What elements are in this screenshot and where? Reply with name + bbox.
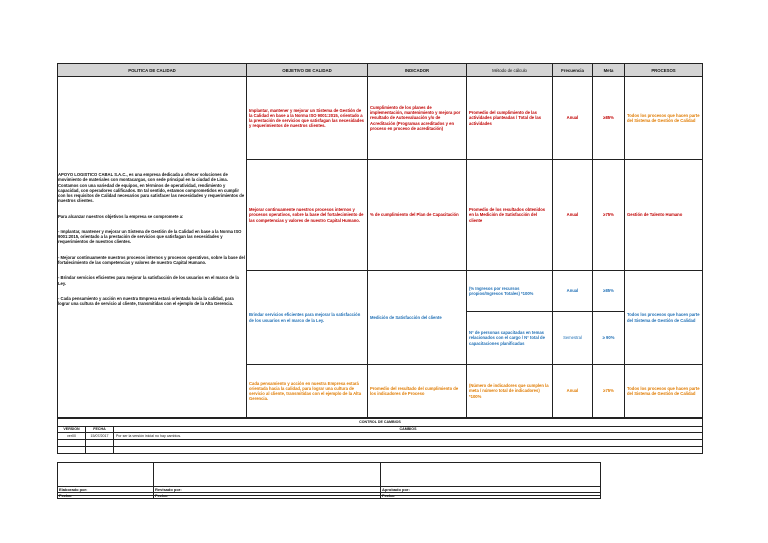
- changes-col-fecha: FECHA: [85, 426, 114, 433]
- changes-version: ver00: [57, 432, 86, 440]
- header-frecuencia: Frecuencia: [552, 63, 593, 77]
- row3-procesos: Todos los procesos que hacen parte del Sistema de Gestión de Calidad: [624, 270, 703, 365]
- signature-revisado-fecha: Fecha:: [153, 492, 381, 499]
- row2-frecuencia: Anual: [552, 159, 593, 271]
- policy-item-1: - Implantar, mantener y mejorar un Sistema de Gestión de la Calidad en base a la Norma ISO 9001:2015, orientado a la prestación de servicios que satisfagan las necesidades y requerimientos de nuestros clientes.: [58, 229, 242, 245]
- policy-item-4: - Cada pensamiento y acción en nuestra Empresa estará orientada hacia la calidad, para lograr una cultura de servicio al cliente, transmitidas con el ejemplo de la Alta Gerencia.: [58, 296, 234, 307]
- changes-cambio: Por ser la versión inicial no hay cambios.: [113, 432, 703, 440]
- changes-col-cambios: CAMBIOS: [113, 426, 703, 433]
- row2-metodo: Promedio de los resultados obtenidos en la Medición de Satisfacción del cliente: [466, 159, 553, 271]
- changes-empty-2a: [57, 446, 86, 454]
- header-meta: Meta: [592, 63, 625, 77]
- header-objetivo: OBJETIVO DE CALIDAD: [246, 63, 368, 77]
- policy-commitment: Para alcanzar nuestros objetivos la empresa se compromete a:: [58, 213, 184, 219]
- signature-elaborado-fecha: Fecha:: [57, 492, 154, 499]
- row3-metodo-a: (% Ingresos por recursos propios/Ingresos Totales) *100%: [466, 270, 553, 312]
- changes-title: CONTROL DE CAMBIOS: [57, 418, 703, 427]
- row3-objetivo: Brindar servicios eficientes para mejorar la satisfacción de los usuarios en el marco de la Ley.: [246, 270, 368, 365]
- changes-empty-2c: [113, 446, 703, 454]
- row3-metodo-b: N° de personas capacitadas en temas relacionados con el cargo / N° total de capacitaciones planificadas: [466, 311, 553, 365]
- row1-procesos: Todos los procesos que hacen parte del Sistema de Gestión de Calidad: [624, 76, 703, 160]
- row4-frecuencia: Anual: [552, 364, 593, 418]
- row1-indicador: Cumplimiento de los planes de implementación, mantenimiento y mejora por resultado de Autoevaluación y/o de Acreditación (Programas acreditados y en proceso en proceso de acreditación): [367, 76, 467, 160]
- row3-meta-a: ≥85%: [592, 270, 625, 312]
- policy-text: [58, 167, 246, 312]
- policy-item-3: - Brindar servicios eficientes para mejorar la satisfacción de los usuarios en el marco de la Ley.: [58, 275, 239, 286]
- row4-metodo: (Número de indicadores que cumplen la meta / número total de indicadores) *100%: [466, 364, 553, 418]
- row3-frecuencia-a: Anual: [552, 270, 593, 312]
- row3-meta-b: ≥ 90%: [592, 311, 625, 365]
- row1-metodo: Promedio del cumplimiento de las actividades planteadas / Total de las actividades: [466, 76, 553, 160]
- signature-aprobado-fecha: Fecha:: [380, 492, 601, 499]
- header-metodo: Método de cálculo: [466, 63, 553, 77]
- row4-procesos: Todos los procesos que hacen parte del Sistema de Gestión de Calidad: [624, 364, 703, 418]
- changes-empty-2b: [85, 446, 114, 454]
- row3-indicador: Medición de Satisfacción del cliente: [367, 270, 467, 365]
- header-politica: POLITICA DE CALIDAD: [57, 63, 247, 77]
- row3-frecuencia-b: Semestral: [552, 311, 593, 365]
- row2-meta: ≥75%: [592, 159, 625, 271]
- signature-aprobado: Aprobado por:: [380, 486, 601, 493]
- changes-fecha: 15/07/2017: [85, 432, 114, 440]
- header-indicador: INDICADOR: [367, 63, 467, 77]
- policy-intro: APOYO LOGISTICO CABAL S.A.C., es una empresa dedicada a ofrecer soluciones de movimiento de materiales con montacargas, con sede principal en la ciudad de Lima. Contamos con una variedad de equipos, en términos de operatividad, rendimiento y capacidad, con operadores calificados. En tal sentido, estamos comprometidos en cumplir con los requisitos de Calidad necesarios para satisfacer las necesidades y requerimientos de nuestros clientes.: [58, 172, 245, 204]
- row1-objetivo: Implantar, mantener y mejorar un Sistema de Gestión de la Calidad en base a la Norma ISO 9001:2015, orientado a la prestación de servicios que satisfagan las necesidades y requerimientos de nuestros clientes.: [246, 76, 368, 160]
- changes-col-version: VERSION: [57, 426, 86, 433]
- row4-objetivo: Cada pensamiento y acción en nuestra Empresa estará orientada hacia la calidad, para lograr una cultura de servicio al cliente, transmitidas con el ejemplo de la Alta Gerencia.: [246, 364, 368, 418]
- policy-item-2: - Mejorar continuamente nuestros procesos internos y procesos operativos, sobre la base del fortalecimiento de las competencias y valores de nuestro Capital Humano.: [58, 254, 245, 266]
- row1-meta: ≥85%: [592, 76, 625, 160]
- row4-meta: ≥75%: [592, 364, 625, 418]
- signature-elaborado: Elaborado por:: [57, 486, 154, 493]
- row1-frecuencia: Anual: [552, 76, 593, 160]
- row2-procesos: Gestión de Talento Humano: [624, 159, 703, 271]
- row2-indicador: % de cumplimiento del Plan de Capacitación: [367, 159, 467, 271]
- row2-objetivo: Mejorar continuamente nuestros procesos internos y procesos operativos, sobre la base del fortalecimiento de las competencias y valores de nuestro Capital Humano.: [246, 159, 368, 271]
- row4-indicador: Promedio del resultado del cumplimiento de los indicadores de Proceso: [367, 364, 467, 418]
- signature-revisado: Revisado por:: [153, 486, 381, 493]
- header-procesos: PROCESOS: [624, 63, 703, 77]
